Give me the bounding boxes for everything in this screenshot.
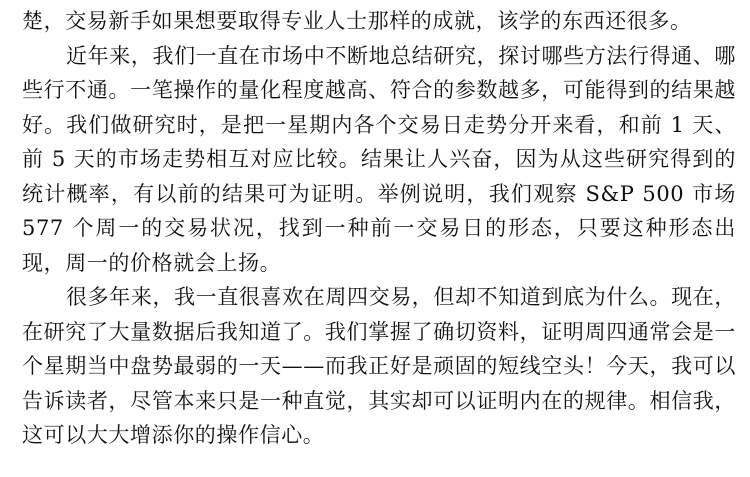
paragraph-2: 近年来，我们一直在市场中不断地总结研究，探讨哪些方法行得通、哪些行不通。一笔操作的量化程度越高、符合的参数越多，可能得到的结果越好。我们做研究时，是把一星期内各个交易日走势分开来看，和前 1 天、前 5 天的市场走势相互对应比较。结果让人兴奋，因为从这些研究得到的统计概率，有以前的结果可为证明。举例说明，我们观察 S&P 500 市场 577 个周一的交易状况，找到一种前一交易日的形态，只要这种形态出现，周一的价格就会上扬。 bbox=[22, 43, 736, 275]
paragraph-3: 很多年来，我一直很喜欢在周四交易，但却不知道到底为什么。现在，在研究了大量数据后我知道了。我们掌握了确切资料，证明周四通常会是一个星期当中盘势最弱的一天——而我正好是顽固的短线空头！今天，我可以告诉读者，尽管本来只是一种直觉，其实却可以证明内在的规律。相信我，这可以大大增添你的操作信心。 bbox=[22, 285, 736, 447]
paragraph-1: 楚，交易新手如果想要取得专业人士那样的成就，该学的东西还很多。 bbox=[22, 9, 692, 33]
